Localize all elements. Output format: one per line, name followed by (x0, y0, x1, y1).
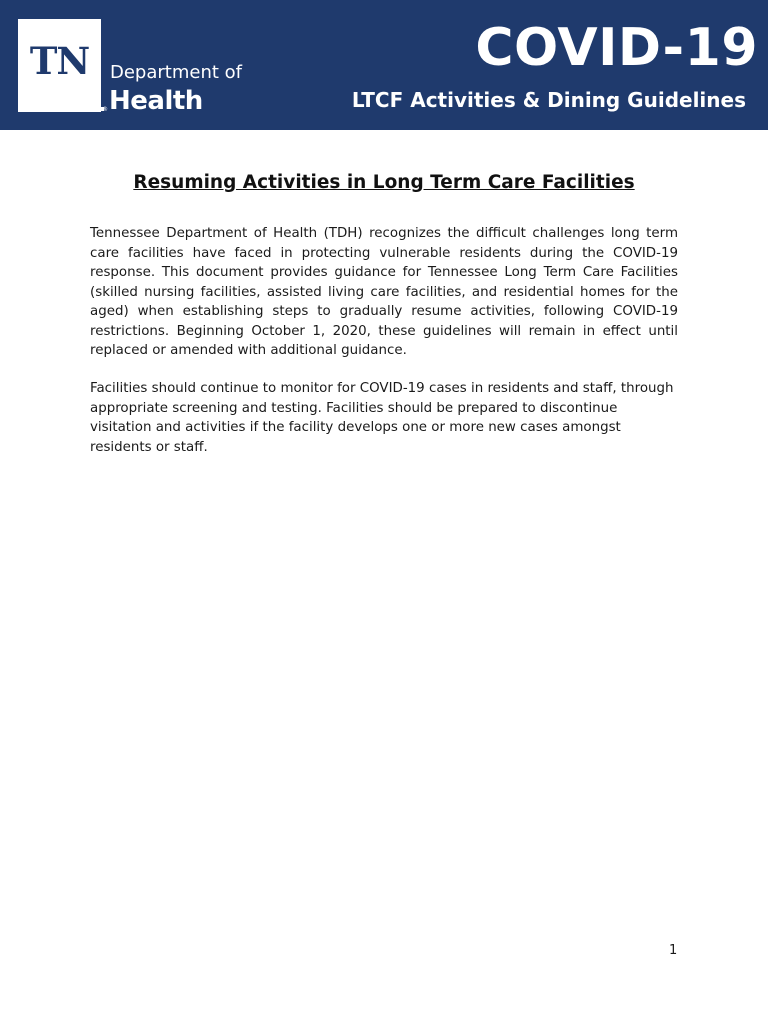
logo-health-text: Health (109, 86, 203, 116)
logo-department-text: Department of (110, 62, 242, 83)
banner-title: COVID-19 (475, 18, 758, 78)
logo-tn-abbr: TN (29, 39, 90, 83)
paragraph-monitoring: Facilities should continue to monitor for COVID-19 cases in residents and staff, through appropriate screening and testing. Facilities should be prepared to discontinue visitation and activities if the facility develops one or more new cases amongst residents or staff. (90, 381, 674, 455)
tn-logo-box (18, 19, 101, 112)
logo-underline (20, 107, 104, 111)
paragraph-intro: Tennessee Department of Health (TDH) recognizes the difficult challenges long term care facilities have faced in protecting vulnerable residents during the COVID-19 response. This document provides guidance for Tennessee Long Term Care Facilities (skilled nursing facilities, assisted living care facilities, and residential homes for the aged) when establishing steps to gradually resume activities, following COVID-19 restrictions. Beginning October 1, 2020, these guidelines will remain in effect until replaced or amended with additional guidance. (90, 226, 678, 358)
page-number: 1 (669, 943, 678, 958)
document-title: Resuming Activities in Long Term Care Facilities (133, 172, 635, 193)
banner-subtitle: LTCF Activities & Dining Guidelines (351, 88, 746, 112)
header-banner (0, 0, 768, 130)
registered-mark: ® (102, 106, 108, 113)
